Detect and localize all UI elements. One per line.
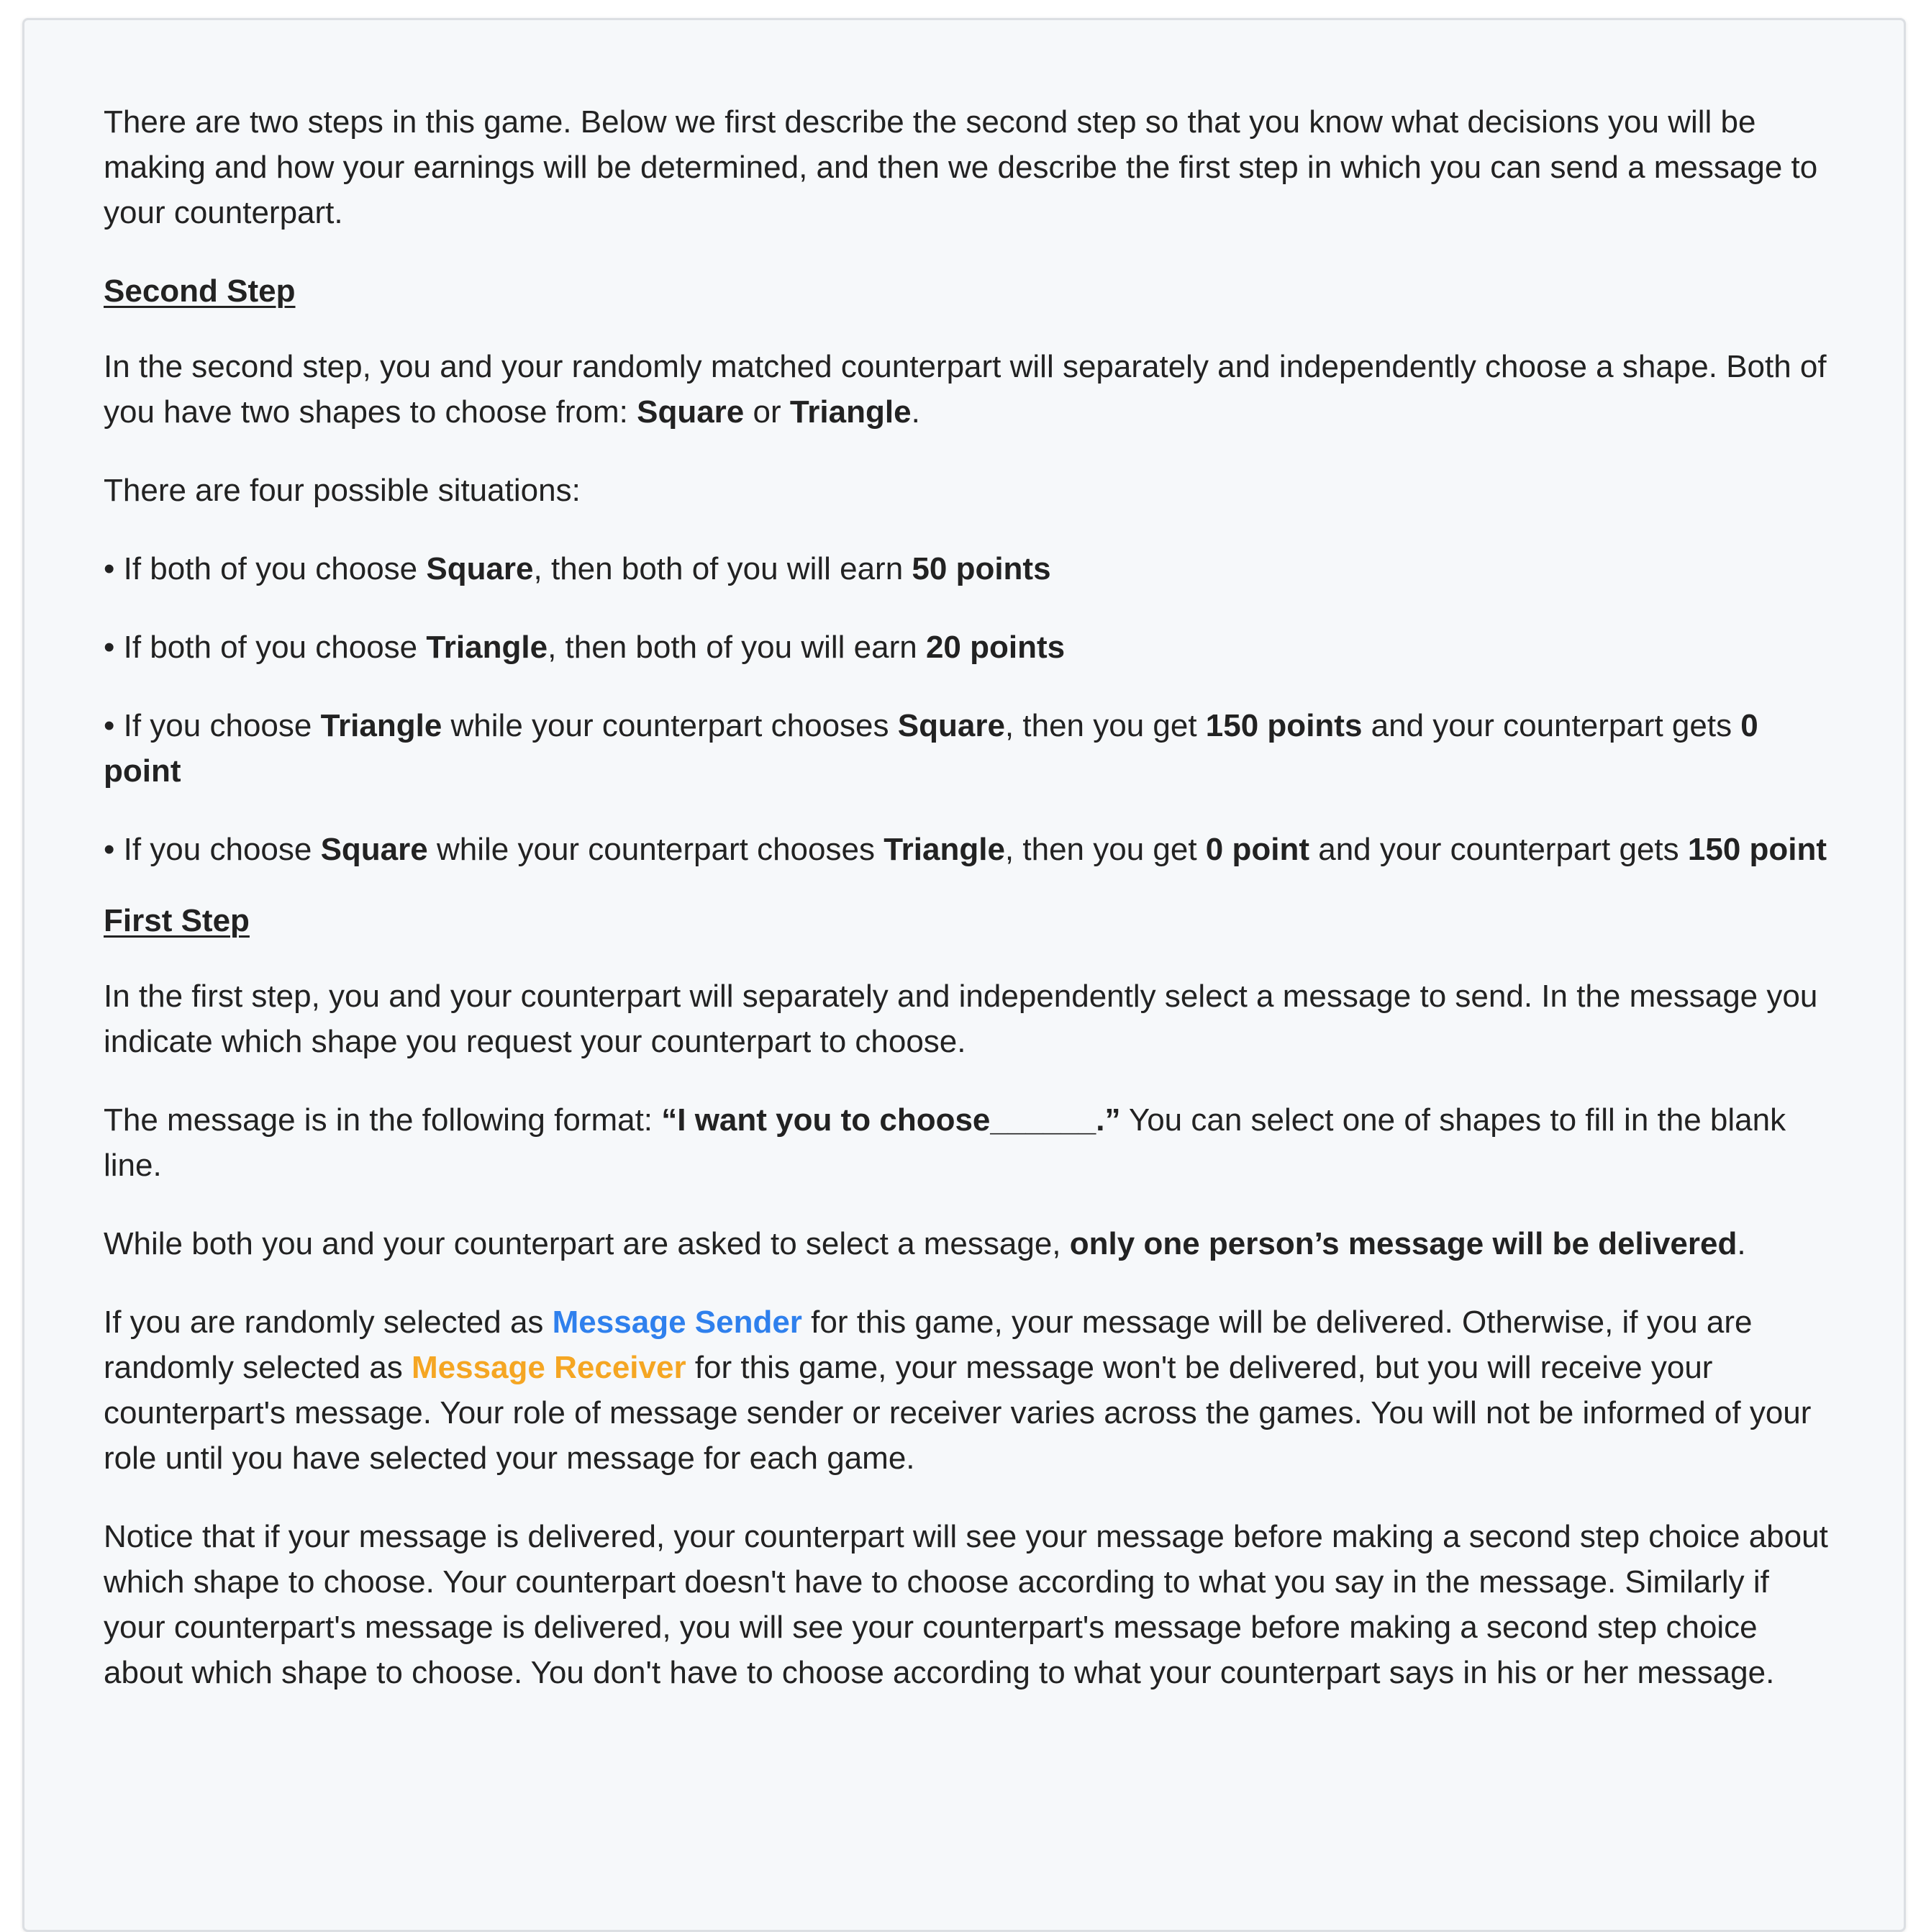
shape-choice: Square (426, 551, 534, 586)
message-format: “I want you to choose______.” (661, 1102, 1121, 1138)
message-format-text: The message is in the following format: (104, 1102, 662, 1138)
situation-item (104, 703, 1832, 794)
roles-paragraph (104, 1300, 1832, 1481)
points-value: 20 points (925, 630, 1066, 665)
delivery-paragraph (104, 1221, 1832, 1266)
points-value: 50 points (912, 551, 1051, 586)
instructions-panel (22, 18, 1906, 1932)
first-step-heading: First Step (104, 903, 250, 938)
situations-intro: There are four possible situations: (104, 473, 581, 508)
situation-text: and your counterpart gets (1309, 832, 1688, 867)
shape-choice: Triangle (426, 630, 548, 665)
period-text: . (911, 394, 920, 430)
notice-paragraph: Notice that if your message is delivered, your counterpart will see your message before making a second step choice about which shape to choose. Your counterpart doesn't have to choose according to what you say in the message. Similarly if your counterpart's message is delivered, you will see your counterpart's message before making a second step choice about which shape to choose. You don't have to choose according to what your counterpart says in his or her message. (104, 1519, 1828, 1690)
situation-text: and your counterpart gets (1362, 708, 1741, 743)
message-format-paragraph (104, 1097, 1832, 1188)
shape-choice: Square (897, 708, 1005, 743)
delivery-text: . (1737, 1226, 1746, 1261)
situation-text: • If both of you choose (104, 630, 427, 665)
first-step-paragraph: In the first step, you and your counterpart will separately and independently select a message to send. In the message you indicate which shape you request your counterpart to choose. (104, 979, 1818, 1059)
intro-paragraph: There are two steps in this game. Below we first describe the second step so that you know what decisions you will be making and how your earnings will be determined, and then we describe the first step in which you can send a message to your counterpart. (104, 104, 1818, 230)
second-step-heading: Second Step (104, 273, 296, 309)
shape-choice: Triangle (320, 708, 442, 743)
situation-text: , then you get (1004, 708, 1206, 743)
situation-item (104, 546, 1832, 591)
situation-text: , then you get (1004, 832, 1206, 867)
or-text: or (744, 394, 790, 430)
situation-text: while your counterpart chooses (427, 832, 884, 867)
points-value: 150 points (1205, 708, 1363, 743)
situation-item (104, 827, 1832, 872)
triangle-label: Triangle (789, 394, 912, 430)
message-sender-label: Message Sender (552, 1305, 802, 1340)
points-value: 150 point (1687, 832, 1827, 867)
roles-text: If you are randomly selected as (104, 1305, 553, 1340)
shape-choice: Triangle (883, 832, 1005, 867)
situation-text: • If you choose (104, 832, 321, 867)
situation-item (104, 625, 1832, 670)
second-step-text: In the second step, you and your randomly matched counterpart will separately and independently choose a shape. Both of you have two shapes to choose from: (104, 349, 1827, 430)
square-label: Square (637, 394, 745, 430)
delivery-emphasis: only one person’s message will be delivered (1069, 1226, 1738, 1261)
situation-text: , then both of you will earn (533, 551, 912, 586)
message-format-text: You can select one of shapes to fill in the blank line. (104, 1102, 1786, 1183)
roles-text: for this game, your message won't be delivered, but you will receive your counterpart's message. Your role of message sender or receiver varies across the games. You will not be informed of your role until you have selected your message for each game. (104, 1350, 1812, 1476)
delivery-text: While both you and your counterpart are asked to select a message, (104, 1226, 1070, 1261)
message-receiver-label: Message Receiver (412, 1350, 686, 1385)
second-step-paragraph (104, 344, 1832, 435)
situation-text: • If both of you choose (104, 551, 427, 586)
shape-choice: Square (320, 832, 428, 867)
roles-text: for this game, your message will be delivered. Otherwise, if you are randomly selected as (104, 1305, 1753, 1385)
situation-text: , then both of you will earn (548, 630, 926, 665)
situation-text: • If you choose (104, 708, 321, 743)
points-value: 0 point (1205, 832, 1309, 867)
points-value: 0 point (104, 708, 1758, 789)
situation-text: while your counterpart chooses (442, 708, 898, 743)
